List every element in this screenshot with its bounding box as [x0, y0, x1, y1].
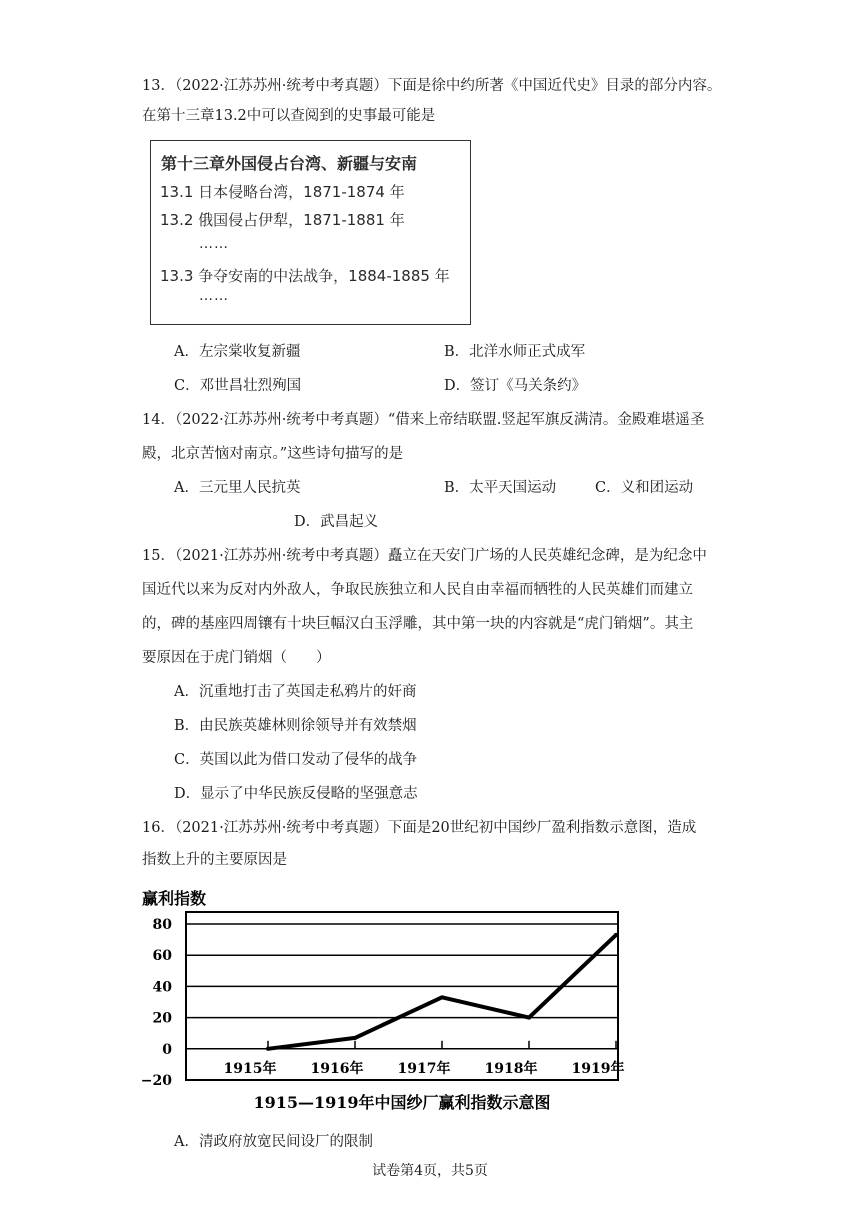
- q13-option-b[interactable]: B．北洋水师正式成军: [444, 344, 586, 360]
- q15-option-b[interactable]: B．由民族英雄林则徐领导并有效禁烟: [174, 718, 417, 734]
- chart-data-point: [440, 995, 444, 999]
- q16-stem-line1: 16．（2021·江苏苏州·统考中考真题）下面是20世纪初中国纱厂盈利指数示意图，造成: [142, 820, 697, 836]
- chart-gridlines: [186, 924, 618, 1049]
- q14-option-a[interactable]: A．三元里人民抗英: [174, 480, 301, 496]
- q15-stem-line2: 国近代以来为反对内外敌人，争取民族独立和人民自由幸福而牺牲的人民英雄们而建立: [142, 582, 693, 598]
- chart-data-point: [266, 1047, 270, 1051]
- chart-y-tick-label: −20: [140, 1073, 172, 1089]
- q13-option-a[interactable]: A．左宗棠收复新疆: [174, 344, 301, 360]
- chart-x-tick-label: 1916年: [310, 1060, 364, 1077]
- q15-stem-line3: 的，碑的基座四周镶有十块巨幅汉白玉浮雕，其中第一块的内容就是“虎门销烟”。其主: [142, 616, 694, 632]
- q13-stem-line1: 13．（2022·江苏苏州·统考中考真题）下面是徐中约所著《中国近代史》目录的部分内容。: [142, 78, 722, 94]
- chart-x-tick-label: 1915年: [223, 1060, 277, 1077]
- q13-option-d[interactable]: D．签订《马关条约》: [444, 378, 587, 394]
- chart-data-point: [527, 1016, 531, 1020]
- chart-series-line: [268, 935, 616, 1049]
- chart-data-point: [353, 1036, 357, 1040]
- q14-option-c[interactable]: C．义和团运动: [595, 480, 694, 496]
- toc-chapter-title: 第十三章外国侵占台湾、新疆与安南: [161, 154, 418, 173]
- chart-x-tick-label: 1917年: [397, 1060, 451, 1077]
- q13-option-c[interactable]: C．邓世昌壮烈殉国: [174, 378, 302, 394]
- chart-y-label: 赢利指数: [142, 889, 207, 908]
- chart-data-point: [614, 933, 618, 937]
- q14-option-b[interactable]: B．太平天国运动: [444, 480, 557, 496]
- toc-item-13-2: 13.2 俄国侵占伊犁，1871-1881 年: [160, 211, 405, 229]
- chart-series: [266, 933, 618, 1051]
- chart-y-tick-label: 80: [152, 917, 172, 933]
- q14-stem-line2: 殿，北京苦恼对南京。”这些诗句描写的是: [142, 446, 404, 462]
- chart-title: 1915—1919年中国纱厂赢利指数示意图: [253, 1093, 551, 1112]
- chart-y-tick-label: 40: [152, 979, 172, 996]
- chart-y-ticks: [141, 917, 172, 1089]
- q16-option-a[interactable]: A．清政府放宽民间设厂的限制: [174, 1134, 373, 1150]
- q15-option-c[interactable]: C．英国以此为借口发动了侵华的战争: [174, 752, 418, 768]
- q15-option-a[interactable]: A．沉重地打击了英国走私鸦片的奸商: [174, 684, 417, 700]
- profit-index-chart: [140, 880, 640, 1120]
- chart-x-tick-label: 1919年: [571, 1060, 625, 1077]
- q15-stem-line1: 15．（2021·江苏苏州·统考中考真题）矗立在天安门广场的人民英雄纪念碑，是为纪念中: [142, 548, 707, 564]
- chart-y-tick-label: 0: [162, 1041, 172, 1058]
- toc-ellipsis-1: ……: [199, 236, 229, 252]
- q13-stem-line2: 在第十三章13.2中可以查阅到的史事最可能是: [142, 108, 436, 124]
- toc-ellipsis-2: ……: [199, 288, 229, 304]
- chart-x-tick-label: 1918年: [484, 1060, 538, 1077]
- toc-excerpt-box: [150, 140, 471, 325]
- chart-y-tick-label: 20: [152, 1010, 172, 1027]
- q15-option-d[interactable]: D．显示了中华民族反侵略的坚强意志: [174, 786, 418, 802]
- toc-item-13-3: 13.3 争夺安南的中法战争，1884-1885 年: [160, 267, 450, 285]
- toc-item-13-1: 13.1 日本侵略台湾，1871-1874 年: [160, 183, 405, 201]
- q16-stem-line2: 指数上升的主要原因是: [142, 852, 287, 868]
- chart-y-tick-label: 60: [152, 948, 172, 965]
- q15-stem-line4: 要原因在于虎门销烟（ ）: [142, 650, 331, 666]
- q14-stem-line1: 14．（2022·江苏苏州·统考中考真题）“借来上帝结联盟.竖起军旗反满清。金殿难堪遥圣: [142, 412, 705, 428]
- page-footer: 试卷第4页，共5页: [372, 1163, 488, 1179]
- q14-option-d[interactable]: D．武昌起义: [294, 514, 379, 530]
- profit-index-chart-svg: [140, 880, 640, 1120]
